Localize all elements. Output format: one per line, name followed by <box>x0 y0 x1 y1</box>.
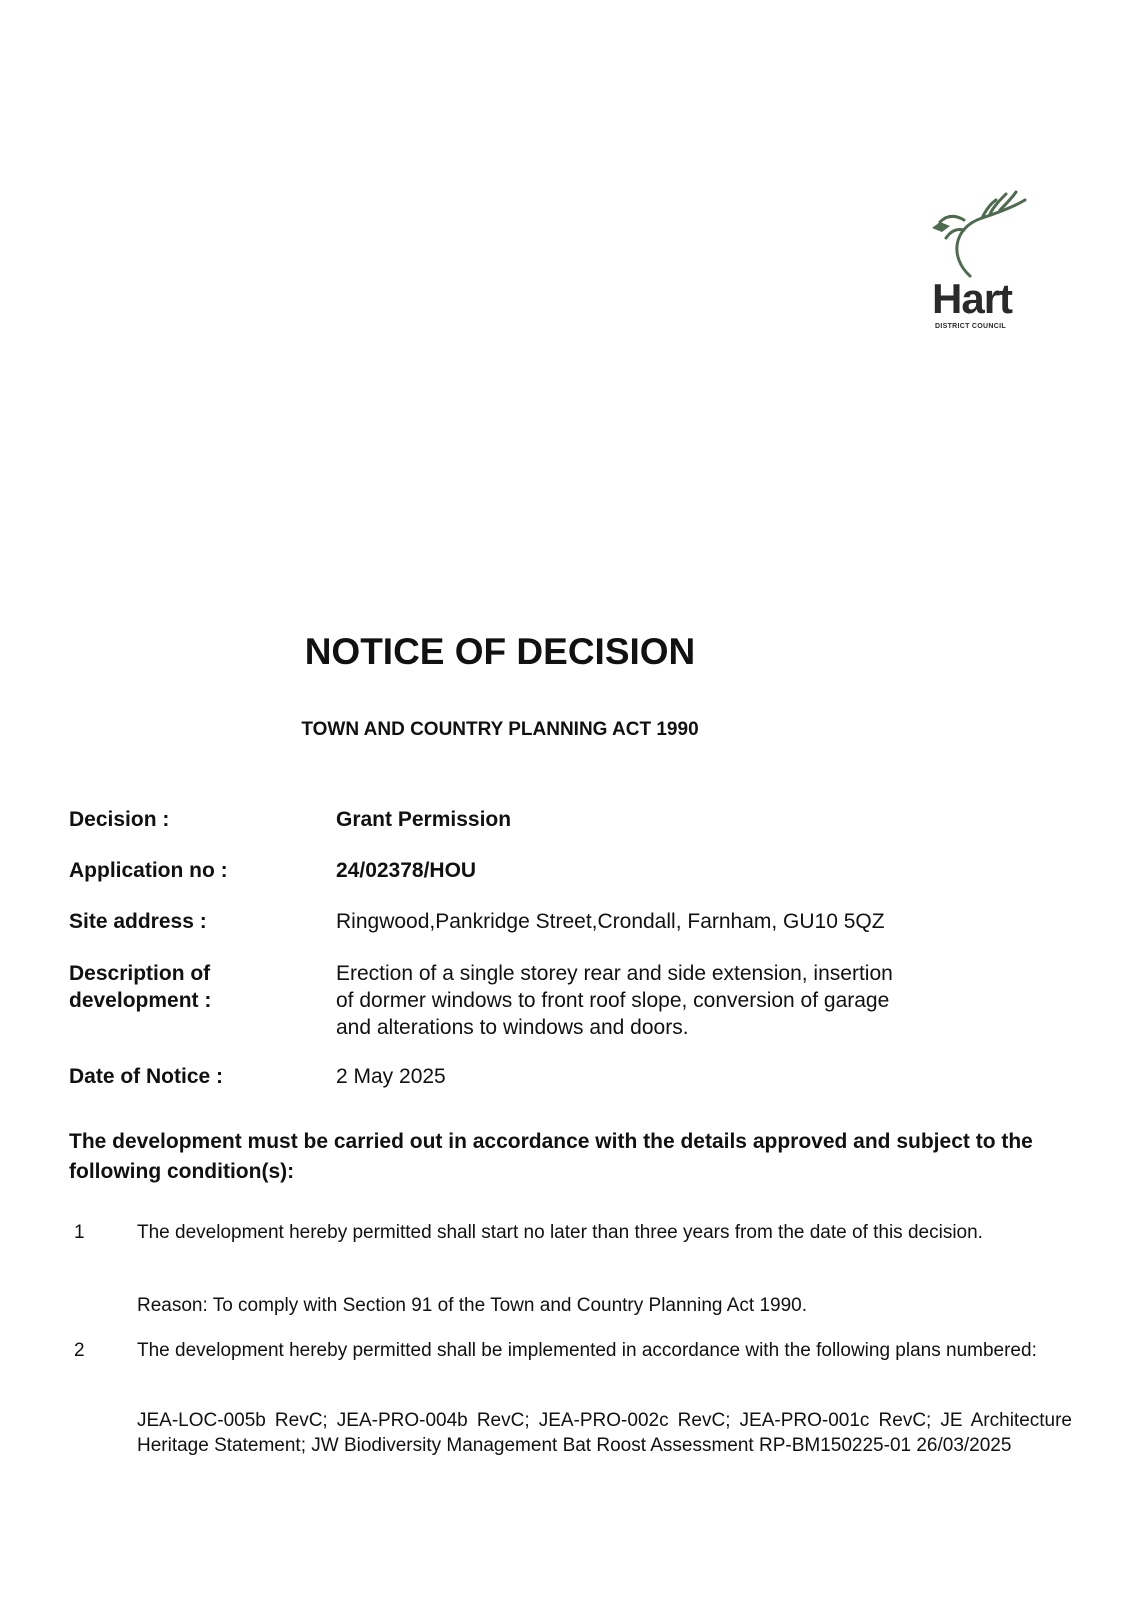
condition-plans: JEA-LOC-005b RevC; JEA-PRO-004b RevC; JEA-PRO-002c RevC; JEA-PRO-001c RevC; JE Architecture Heritage Statement; JW Biodiversity Management Bat Roost Assessment RP-BM150225-01 26/03/2025 <box>137 1410 1072 1456</box>
logo-subtitle: DISTRICT COUNCIL <box>935 323 1006 330</box>
page-title: NOTICE OF DECISION <box>304 631 696 672</box>
date-value: 2 May 2025 <box>336 1065 446 1088</box>
conditions-intro: The development must be carried out in accordance with the details approved and subject to the following condition(s): <box>69 1130 1033 1183</box>
condition-number: 1 <box>74 1222 85 1243</box>
condition-text: The development hereby permitted shall be implemented in accordance with the following plans numbered: <box>137 1340 1037 1361</box>
condition-text: The development hereby permitted shall start no later than three years from the date of this decision. <box>137 1222 983 1243</box>
date-label: Date of Notice : <box>69 1065 224 1088</box>
description-label: Description of development : <box>69 962 212 1012</box>
application-label: Application no : <box>69 859 228 882</box>
condition-number: 2 <box>74 1340 85 1361</box>
description-value: Erection of a single storey rear and side extension, insertion of dormer windows to front roof slope, conversion of garage and alterations to windows and doors. <box>336 962 893 1039</box>
page-subtitle: TOWN AND COUNTRY PLANNING ACT 1990 <box>301 719 699 740</box>
hart-logo <box>920 188 1050 338</box>
decision-label: Decision : <box>69 808 170 831</box>
site-address-value: Ringwood,Pankridge Street,Crondall, Farnham, GU10 5QZ <box>336 910 885 933</box>
logo-wordmark: Hart <box>932 275 1013 322</box>
application-value: 24/02378/HOU <box>336 859 477 882</box>
decision-value: Grant Permission <box>336 808 512 831</box>
condition-reason: Reason: To comply with Section 91 of the Town and Country Planning Act 1990. <box>137 1295 807 1316</box>
site-address-label: Site address : <box>69 910 207 933</box>
stag-icon <box>920 188 1050 283</box>
